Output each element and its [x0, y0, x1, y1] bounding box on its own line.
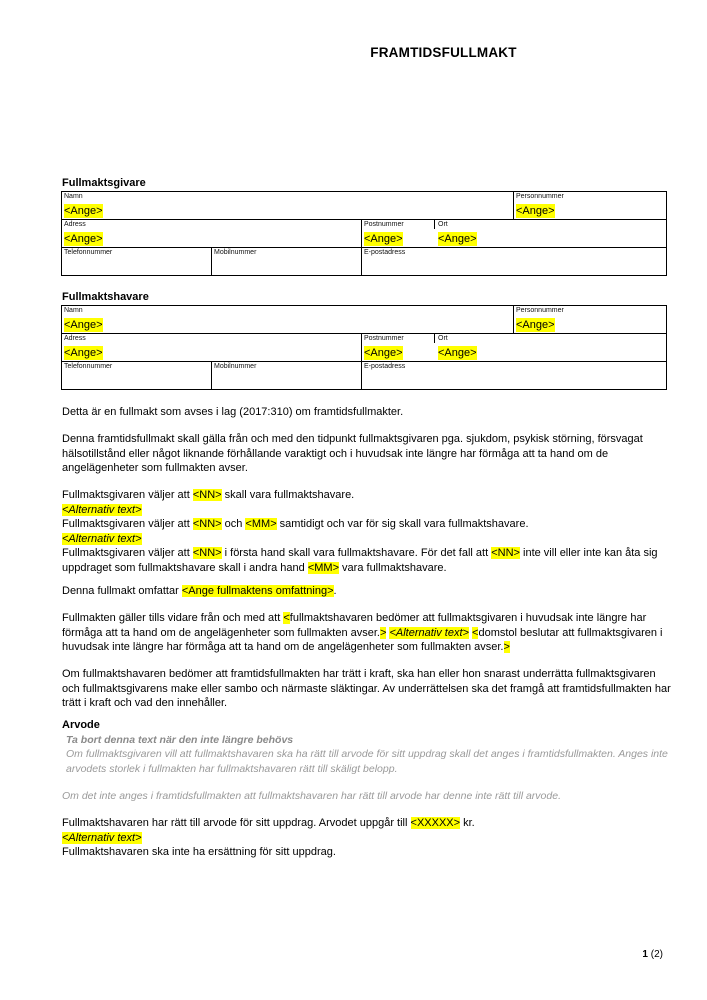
ort-label: Ort — [438, 335, 448, 342]
namn-field[interactable]: <Ange> — [64, 205, 103, 217]
scope-placeholder[interactable]: <Ange fullmaktens omfattning> — [181, 585, 334, 597]
personnummer-field[interactable]: <Ange> — [516, 319, 555, 331]
fee-block — [62, 816, 672, 860]
paragraph-notification: Om fullmaktshavaren bedömer att framtidsfullmakten har trätt i kraft, ska han eller hon snarast underrätta fullmaktsgivaren och fullmaktsgivarens make eller sambo och närmaste släktingar. Av underrättelsen ska det framgå att framtidsfullmakten har trätt i kraft och vad den innehåller. — [62, 668, 671, 709]
postnummer-label: Postnummer — [364, 335, 404, 342]
fullmaktsgivare-table — [61, 191, 667, 276]
telefon-cell[interactable] — [62, 248, 212, 276]
namn-cell[interactable] — [62, 192, 514, 220]
namn-cell[interactable] — [62, 306, 514, 334]
guide-text-fee: Om fullmaktsgivaren vill att fullmaktshavaren ska ha rätt till arvode för sitt uppdrag skall det anges i framtidsfullmakten. Anges inte arvodets storlek i fullmakten har fullmaktshavaren rätt till skäligt belopp. — [66, 748, 668, 775]
fullmaktshavare-table — [61, 305, 667, 390]
mobil-cell[interactable] — [212, 362, 362, 390]
namn-label: Namn — [64, 307, 83, 314]
choice-joint-holders: Fullmaktsgivaren väljer att <NN> och <MM> samtidigt och var för sig skall vara fullmaktshavare. — [62, 518, 529, 530]
namn-label: Namn — [64, 193, 83, 200]
paragraph-validity: Fullmakten gäller tills vidare från och med att <fullmaktshavaren bedömer att fullmaktsgivaren i huvudsak inte längre har förmåga att ta hand om de angelägenheter som fullmakten avser.> <Alternativ text> <domstol beslutar att fullmaktsgivaren i huvudsak inte längre har förmåga att ta hand om de angelägenheter som fullmakten avser.> — [62, 612, 663, 653]
fee-statement: Fullmaktshavaren har rätt till arvode för sitt uppdrag. Arvodet uppgår till <XXXXX> kr. — [62, 817, 475, 829]
personnummer-field[interactable]: <Ange> — [516, 205, 555, 217]
adress-field[interactable]: <Ange> — [64, 233, 103, 245]
adress-cell[interactable] — [62, 334, 362, 362]
no-fee-statement: Fullmaktshavaren ska inte ha ersättning för sitt uppdrag. — [62, 846, 336, 858]
ort-field[interactable]: <Ange> — [438, 233, 477, 245]
nn-placeholder[interactable]: <NN> — [192, 489, 222, 501]
section-heading-arvode: Arvode — [62, 719, 100, 731]
mm-placeholder[interactable]: <MM> — [307, 561, 339, 574]
mobil-label: Mobilnummer — [214, 363, 257, 370]
adress-cell[interactable] — [62, 220, 362, 248]
ort-field[interactable]: <Ange> — [438, 347, 477, 359]
choice-block — [62, 488, 672, 575]
postnummer-field[interactable]: <Ange> — [364, 347, 403, 359]
postnummer-ort-cell[interactable] — [362, 220, 667, 248]
telefon-label: Telefonnummer — [64, 249, 113, 256]
personnummer-cell[interactable] — [514, 306, 667, 334]
adress-field[interactable]: <Ange> — [64, 347, 103, 359]
namn-field[interactable]: <Ange> — [64, 319, 103, 331]
telefon-label: Telefonnummer — [64, 363, 113, 370]
postnummer-field[interactable]: <Ange> — [364, 233, 403, 245]
guide-remove-note: Ta bort denna text när den inte längre behövs — [66, 734, 294, 746]
nn-placeholder[interactable]: <NN> — [192, 547, 222, 559]
epost-label: E-postadress — [364, 363, 406, 370]
adress-label: Adress — [64, 221, 86, 228]
choice-single-holder: Fullmaktsgivaren väljer att <NN> skall vara fullmaktshavare. — [62, 489, 355, 501]
mobil-cell[interactable] — [212, 248, 362, 276]
postnummer-label: Postnummer — [364, 221, 404, 228]
personnummer-cell[interactable] — [514, 192, 667, 220]
mm-placeholder[interactable]: <MM> — [245, 518, 277, 530]
section-heading-fullmaktsgivare: Fullmaktsgivare — [62, 177, 146, 189]
adress-label: Adress — [64, 335, 86, 342]
nn-placeholder[interactable]: <NN> — [491, 547, 520, 559]
alternative-text-marker[interactable]: <Alternativ text> — [389, 626, 469, 639]
ort-label: Ort — [438, 221, 448, 228]
epost-cell[interactable] — [362, 362, 667, 390]
postnummer-ort-cell[interactable] — [362, 334, 667, 362]
paragraph-scope: Denna fullmakt omfattar <Ange fullmaktens omfattning>. — [62, 585, 337, 597]
mobil-label: Mobilnummer — [214, 249, 257, 256]
epost-label: E-postadress — [364, 249, 406, 256]
fee-amount-placeholder[interactable]: <XXXXX> — [410, 817, 461, 829]
alternative-text-marker[interactable]: <Alternativ text> — [62, 503, 142, 516]
guide-text-no-fee: Om det inte anges i framtidsfullmakten att fullmaktshavaren har rätt till arvode har denne inte rätt till arvode. — [62, 790, 561, 802]
section-heading-fullmaktshavare: Fullmaktshavare — [62, 291, 149, 303]
personnummer-label: Personnummer — [516, 193, 564, 200]
paragraph-law-reference: Detta är en fullmakt som avses i lag (2017:310) om framtidsfullmakter. — [62, 406, 404, 418]
epost-cell[interactable] — [362, 248, 667, 276]
telefon-cell[interactable] — [62, 362, 212, 390]
document-title: FRAMTIDSFULLMAKT — [370, 45, 517, 60]
personnummer-label: Personnummer — [516, 307, 564, 314]
nn-placeholder[interactable]: <NN> — [192, 518, 222, 530]
page-number: 1 (2) — [642, 949, 663, 960]
choice-primary-secondary: Fullmaktsgivaren väljer att <NN> i första hand skall vara fullmaktshavare. För det fall att <NN> inte vill eller inte kan åta sig uppdraget som fullmaktshavare skall i andra hand <MM> vara fullmaktshavare. — [62, 547, 658, 574]
alternative-text-marker[interactable]: <Alternativ text> — [62, 831, 142, 844]
paragraph-validity-start: Denna framtidsfullmakt skall gälla från och med den tidpunkt fullmaktsgivaren pga. sjukdom, psykisk störning, försvagat hälsotillstånd eller något liknande förhållande varaktigt och i huvudsak inte längre har förmåga att ta hand om de angelägenheter som fullmakten avser. — [62, 433, 643, 474]
alternative-text-marker[interactable]: <Alternativ text> — [62, 532, 142, 545]
